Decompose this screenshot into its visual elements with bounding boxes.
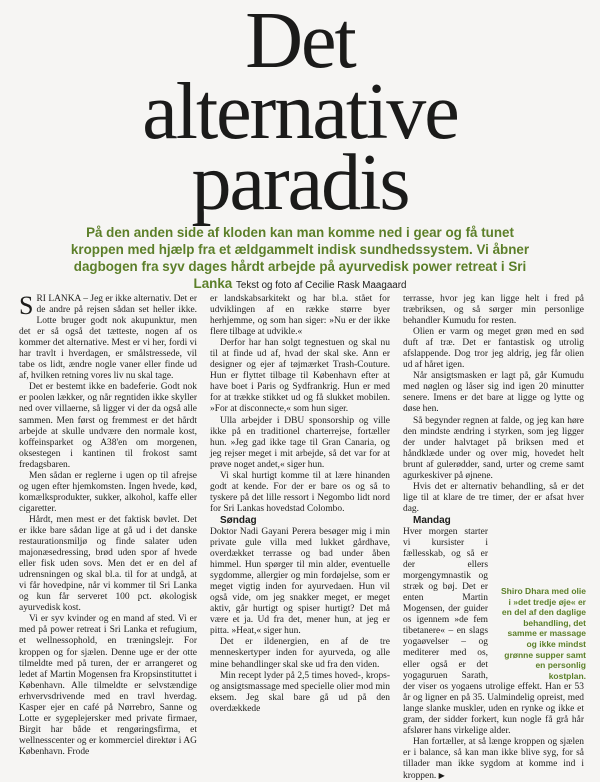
body-paragraph: Det er bestemt ikke en badeferie. Godt nok er poolen lækker, og når regntiden ikke skyller ned over villaerne, så ligger vi der da også alle sammen. Men først og fremmest er det hårdt arbejde at skulle undvære den normale kost, koffeinsparket og A38'en om morgenen, oksestegen i kantinen til frokost samt fredagsbaren. <box>19 382 197 470</box>
body-paragraph: Så begynder regnen at falde, og jeg kan høre den mindste ændring i styrken, som jeg ligger der under halvtaget på briksen med et håndklæde under og over mig, hovedet helt brunt af gulerødder, sand, urter og creme samt agurkeskiver på øjnene. <box>403 415 584 481</box>
body-paragraph: er landskabsarkitekt og har bl.a. stået for udviklingen af en række større byer herhjemme, og som han siger: »Nu er der ikke flere tilbage at udvikle.« <box>210 294 390 338</box>
headline-line-2: alternative <box>142 68 458 156</box>
article-column-1 <box>19 291 197 758</box>
headline-line-1: Det <box>245 0 355 85</box>
headline-line-3: paradis <box>191 139 409 227</box>
body-paragraph: Det er ildenergien, en af de tre menneskertyper inden for ayurveda, og alle mine behandlinger skal ske ud fra den viden. <box>210 637 390 670</box>
article-column-2 <box>210 294 390 715</box>
headline <box>0 0 600 227</box>
end-of-article-icon: ▶ <box>438 770 445 780</box>
section-heading-sunday: Søndag <box>220 514 257 526</box>
opening-paragraph: SRI LANKA – Jeg er ikke alternativ. Det er de andre på rejsen sådan set heller ikke. Lotte bruger godt nok akupunktur, men det er så også det tætteste, nogen af os kommer det alternative. Mest er vi her, fordi vi har travlt i hverdagen, er smålstressede, vil tabe os lidt, ændre nogle vaner eller finde ud af, hvilken retning vores liv nu skal tage. <box>19 291 197 382</box>
body-paragraph: Derfor har han solgt tegnestuen og skal nu til at finde ud af, hvad der skal ske. Ann er designer og ejer af tøjmærket Trash-Couture. Hun er flyttet tilbage til København efter at have boet i Paris og Sydfrankrig. Hun er med for at trække stikket ud og få slukket mobilen. »For at disconnecte,« som hun siger. <box>210 338 390 415</box>
body-paragraph: Hver morgen starter vi kursister i fællesskab, og så er der ellers morgengymnastik og stræk og bøj. Det er enten Martin Mogensen, der guider os igennem »de fem tibetanere« – en slags yogaøvelser – og mediterer med os, eller også er det yogaguruen Sarath, der viser os yogaens utrolige effekt. Han er 53 år og ligner en på 35. Ualmindelig opreist, med lange slanke muskler, uden en rynke og ikke et gram, der sidder forkert, kun nogle få grå hår afslører hans virkelige alder. <box>403 526 584 736</box>
body-paragraph: Hvis det er alternativ behandling, så er det lige til at klare de tre timer, der er afsat hver dag. <box>403 481 584 514</box>
body-paragraph: Hårdt, men mest er det faktisk bøvlet. Det er ikke bare sådan lige at gå ud i det danske restaurationsmiljø og finde salater uden majonæsedressing, brød uden spor af hvede eller fisk uden sovs. Men det er en del af udrensningen og skal bl.a. til for at undgå, at vi får hovedpine, når vi kommer til Sri Lanka og kun får serveret 100 pct. økologisk ayurvedisk kost. <box>19 514 197 614</box>
body-paragraph: Når ansigtsmasken er lagt på, går Kumudu med nøglen og låser sig ind igen 20 minutter senere. Imens er det bare at ligge og lytte og døse hen. <box>403 371 584 415</box>
body-paragraph: Men sådan er reglerne i ugen op til afrejse og ugen efter hjemkomsten. Ingen hvede, kød, komælksprodukter, sukker, alkohol, kaffe eller cigaretter. <box>19 470 197 514</box>
body-paragraph: Olien er varm og meget grøn med en sød duft af træ. Det er fantastisk og utrolig afslappende. Dog tror jeg aldrig, jeg får olien ud af håret igen. <box>403 327 584 371</box>
byline-credit: Tekst og foto af Cecilie Rask Maagaard <box>235 280 407 291</box>
lead-paragraph <box>66 224 534 294</box>
body-paragraph: Doktor Nadi Gayani Perera besøger mig i min private gule villa med lukket gårdhave, overdækket terrasse og bad under åben himmel. Hun spørger til min alder, eventuelle sygdomme, allergier og min fordøjelse, som er meget vigtig inden for ayurvedaen. Hun vil også vide, om jeg snakker meget, er meget aktiv, går hurtigt og spiser hurtigt? Det må være et ja. Ud fra det, mener hun, at jeg er pitta. »Heat,« siger hun. <box>210 526 390 637</box>
body-paragraph: Ulla arbejder i DBU sponsorship og ville ikke på en traditionel charterrejse, fortæller hun. »Jeg gad ikke tage til Gran Canaria, og jeg rejser meget i mit arbejde, så det var for at prøve noget andet,« siger hun. <box>210 415 390 470</box>
photo-caption: Shiro Dhara med olie i »det tredje øje« er en del af den daglige behandling, det samme er massage og ikke mindst grønne supper samt en personlig kostplan. <box>500 586 586 681</box>
body-paragraph: Vi skal hurtigt komme til at lære hinanden godt at kende. For der er bare os og så to tyskere på det lille ressort i Negombo lidt nord for Sri Lankas hovedstad Colombo. <box>210 470 390 514</box>
lead-text: På den anden side af kloden kan man komme ned i gear og få tunet kroppen med hjælp fra et ældgammelt indisk sundhedssystem. Vi åbner dagbogen fra syv dages hårdt arbejde på ayurvedisk power retreat i Sri Lanka <box>70 225 530 291</box>
section-heading-monday: Mandag <box>413 514 451 526</box>
article-column-3 <box>403 294 584 782</box>
drop-cap: S <box>19 291 34 320</box>
body-paragraph: Han fortæller, at så længe kroppen og sjælen er i balance, så kan man ikke blive syg, for så tillader man ikke sygdom at komme ind i kroppen. ▶ <box>403 736 584 781</box>
body-paragraph: Vi er syv kvinder og en mand af sted. Vi er med på power retreat i Sri Lanka et refugium, et wellnessophold, en træningslejr. For kroppen og for sjælen. Denne uge er der otte tilmeldte med på turen, der er arrangeret og ledet af Martin Mogensen fra Kropsinstituttet i København. Alle tilmeldte er selvstændige erhvervsdrivende med en travl hverdag. Kasper ejer en café på Nørrebro, Sanne og Lotte er sygeplejersker med private firmaer, Birgit har både et rengøringsfirma, et wellnesscenter og er kommerciel direktør i AG København. Frode <box>19 614 197 757</box>
body-paragraph: Min recept lyder på 2,5 times hoved-, krops- og ansigtsmassage med specielle olier mod min eksem. Jeg skal bare gå ud på den overdækkede <box>210 670 390 714</box>
body-paragraph: terrasse, hvor jeg kan ligge helt i fred på træbriksen, og så sørger min personlige behandler Kumudu for resten. <box>403 294 584 327</box>
